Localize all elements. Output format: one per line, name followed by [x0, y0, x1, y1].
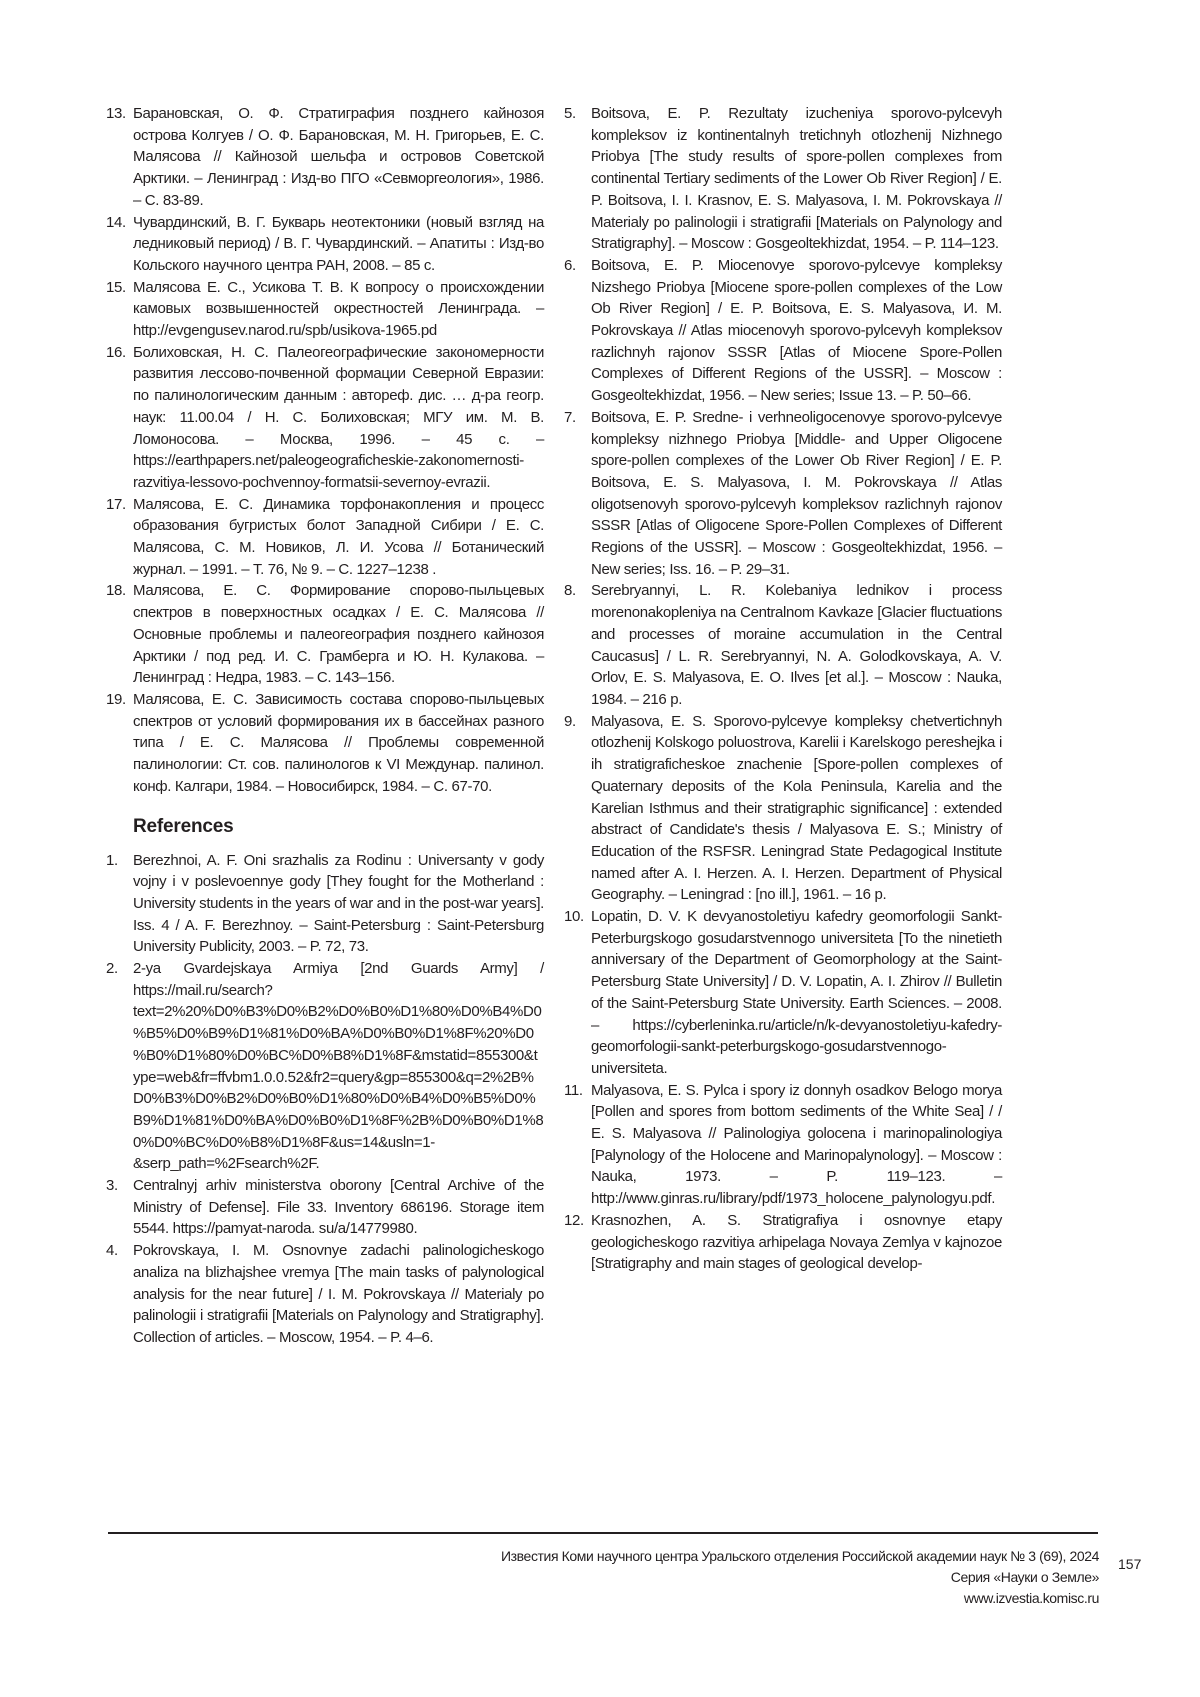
reference-item: [106, 342, 544, 494]
left-column: [106, 103, 544, 1349]
reference-number: 14.: [106, 212, 133, 277]
reference-item: [106, 212, 544, 277]
reference-number: 2.: [106, 958, 133, 1175]
reference-text: Lopatin, D. V. K devyanostoletiyu kafedry geomorfologii Sankt-Peterburgskogo gosudarstvennogo universiteta [To the ninetieth anniversary of the Department of Geomorphology at the Saint- Petersburg State University] / D. V. Lopatin, A. I. Zhirov // Bulletin of the Saint-Petersburg State University. Earth Sciences. – 2008. – https://cyberleninka.ru/article/n/k-devyanostoletiyu-kafedry-geomorfologii-sankt-peterburgskogo-gosudarstvennogo-universiteta.: [591, 906, 1002, 1080]
reference-item: [564, 1080, 1002, 1210]
page-number: 157: [1118, 1556, 1141, 1572]
reference-item: [564, 407, 1002, 581]
reference-number: 10.: [564, 906, 591, 1080]
reference-text: Berezhnoi, A. F. Oni srazhalis za Rodinu : Universanty v gody vojny i v poslevoennye gody [They fought for the Motherland : University students in the years of war and in the post-war years]. Iss. 4 / A. F. Berezhnoy. – Saint-Petersburg : Saint-Petersburg University Publicity, 2003. – P. 72, 73.: [133, 850, 544, 959]
reference-number: 18.: [106, 580, 133, 689]
references-heading: References: [133, 816, 544, 838]
references-list-right: [564, 103, 1002, 1275]
reference-item: [106, 689, 544, 798]
reference-text: Malyasova, E. S. Sporovo-pylcevye kompleksy chetvertichnyh otlozhenij Kolskogo poluostrova, Karelii i Karelskogo pereshejka i ih stratigraficheskoe znachenie [Spore-pollen complexes of Quaternary deposits of the Kola Peninsula, Karelia and the Karelian Isthmus and their stratigraphic significance] : extended abstract of Candidate's thesis / Malyasova E. S.; Ministry of Education of the RSFSR. Leningrad State Pedagogical Institute named after A. I. Herzen. A. I. Herzen. Department of Physical Geography. – Leningrad : [no ill.], 1961. – 16 p.: [591, 711, 1002, 906]
reference-text: Чувардинский, В. Г. Букварь неотектоники (новый взгляд на ледниковый период) / В. Г. Чувардинский. – Апатиты : Изд-во Кольского научного центра РАН, 2008. – 85 с.: [133, 212, 544, 277]
journal-series: Серия «Науки о Земле»: [501, 1567, 1099, 1588]
reference-item: [106, 850, 544, 959]
reference-text: 2-ya Gvardejskaya Armiya [2nd Guards Army] / https://mail.ru/search?text=2%20%D0%B3%D0%B2%D0%B0%D1%80%D0%B4%D0%B5%D0%B9%D1%81%D0%BA%D0%B0%D1%8F%20%D0%B0%D1%80%D0%BC%D0%B8%D1%8F&mstatid=855300&type=web&fr=ffvbm1.0.0.52&fr2=query&gp=855300&q=2%2B%D0%B3%D0%B2%D0%B0%D1%80%D0%B4%D0%B5%D0%B9%D1%81%D0%BA%D0%B0%D1%8F%2B%D0%B0%D1%80%D0%BC%D0%B8%D1%8F&us=14&usln=1-&serp_path=%2Fsearch%2F.: [133, 958, 544, 1175]
reference-item: [106, 1240, 544, 1349]
reference-item: [106, 958, 544, 1175]
reference-number: 8.: [564, 580, 591, 710]
references-list-left: [106, 850, 544, 1349]
reference-text: Boitsova, E. P. Rezultaty izucheniya sporovo-pylcevyh kompleksov iz kontinentalnyh tretichnyh otlozhenij Nizhnego Priobya [The study results of spore-pollen complexes from continental Tertiary sediments of the Lower Ob River Region] / E. P. Boitsova, I. I. Krasnov, E. S. Malyasova, I. M. Pokrovskaya // Materialy po palinologii i stratigrafii [Materials on Palynology and Stratigraphy]. – Moscow : Gosgeoltekhizdat, 1954. – P. 114–123.: [591, 103, 1002, 255]
reference-number: 19.: [106, 689, 133, 798]
reference-number: 3.: [106, 1175, 133, 1240]
reference-number: 5.: [564, 103, 591, 255]
reference-text: Boitsova, E. P. Miocenovye sporovo-pylcevye kompleksy Nizshego Priobya [Miocene spore-pollen complexes of the Low Ob River Region] / E. P. Boitsova, E. S. Malyasova, И. M. Pokrovskaya // Atlas miocenovyh sporovo-pylcevyh kompleksov razlichnyh rajonov SSSR [Atlas of Miocene Spore-Pollen Complexes of Different Regions of the USSR]. – Moscow : Gosgeoltekhizdat, 1956. – New series; Issue 13. – P. 50–66.: [591, 255, 1002, 407]
reference-text: Krasnozhen, A. S. Stratigrafiya i osnovnye etapy geologicheskogo razvitiya arhipelaga Novaya Zemlya v kajnozoe [Stratigraphy and main stages of geological develop-: [591, 1210, 1002, 1275]
reference-item: [106, 103, 544, 212]
reference-text: Малясова, Е. С. Формирование спорово-пыльцевых спектров в поверхностных осадках / Е. С. Малясова // Основные проблемы и палеогеография позднего кайнозоя Арктики / под ред. И. С. Грамберга и Ю. Н. Кулакова. – Ленинград : Недра, 1983. – С. 143–156.: [133, 580, 544, 689]
reference-number: 4.: [106, 1240, 133, 1349]
reference-text: Centralnyj arhiv ministerstva oborony [Central Archive of the Ministry of Defense]. File 33. Inventory 686196. Storage item 5544. https://pamyat-naroda. su/a/14779980.: [133, 1175, 544, 1240]
reference-item: [106, 580, 544, 689]
reference-text: Малясова, Е. С. Динамика торфонакопления и процесс образования бугристых болот Западной Сибири / Е. С. Малясова, С. М. Новиков, Л. И. Усова // Ботанический журнал. – 1991. – Т. 76, № 9. – С. 1227–1238 .: [133, 494, 544, 581]
reference-number: 15.: [106, 277, 133, 342]
right-column: [564, 103, 1002, 1275]
reference-number: 13.: [106, 103, 133, 212]
reference-text: Serebryannyi, L. R. Kolebaniya lednikov i process morenonakopleniya na Centralnom Kavkaze [Glacier fluctuations and processes of moraine accumulation in the Central Caucasus] / L. R. Serebryannyi, N. A. Golodkovskaya, A. V. Orlov, E. S. Malyasova, E. O. Ilves [et al.]. – Moscow : Nauka, 1984. – 216 p.: [591, 580, 1002, 710]
reference-text: Болиховская, Н. С. Палеогеографические закономерности развития лессово-почвенной формации Северной Евразии: по палинологическим данным : автореф. дис. … д-ра геогр. наук: 11.00.04 / Н. С. Болиховская; МГУ им. М. В. Ломоносова. – Москва, 1996. – 45 с. – https://earthpapers.net/paleogeograficheskie-zakonomernosti-razvitiya-lessovo-pochvennoy-formatsii-severnoy-evrazii.: [133, 342, 544, 494]
reference-item: [564, 711, 1002, 906]
journal-footer: [501, 1546, 1099, 1609]
journal-website: www.izvestia.komisc.ru: [501, 1588, 1099, 1609]
reference-text: Малясова Е. С., Усикова Т. В. К вопросу о происхождении камовых возвышенностей окрестностей Ленинграда. – http://evgengusev.narod.ru/spb/usikova-1965.pd: [133, 277, 544, 342]
reference-item: [564, 580, 1002, 710]
reference-item: [564, 103, 1002, 255]
reference-item: [564, 906, 1002, 1080]
reference-number: 12.: [564, 1210, 591, 1275]
reference-number: 17.: [106, 494, 133, 581]
reference-item: [564, 255, 1002, 407]
reference-item: [106, 277, 544, 342]
reference-text: Барановская, О. Ф. Стратиграфия позднего кайнозоя острова Колгуев / О. Ф. Барановская, М. Н. Григорьев, Е. С. Малясова // Кайнозой шельфа и островов Советской Арктики. – Ленинград : Изд-во ПГО «Севморгеология», 1986. – С. 83-89.: [133, 103, 544, 212]
reference-item: [564, 1210, 1002, 1275]
reference-number: 9.: [564, 711, 591, 906]
reference-text: Boitsova, E. P. Sredne- i verhneoligocenovye sporovo-pylcevye kompleksy nizhnego Priobya [Middle- and Upper Oligocene spore-pollen complexes of the Lower Ob River Region] / E. P. Boitsova, E. S. Malyasova, I. M. Pokrovskaya // Atlas oligotsenovyh sporovo-pylcevyh kompleksov razlichnyh rajonov SSSR [Atlas of Oligocene Spore-Pollen Complexes of Different Regions of the USSR]. – Moscow : Gosgeoltekhizdat, 1956. – New series; Iss. 16. – P. 29–31.: [591, 407, 1002, 581]
reference-text: Малясова, Е. С. Зависимость состава спорово-пыльцевых спектров от условий формирования их в бассейнах разного типа / Е. С. Малясова // Проблемы современной палинологии: Ст. сов. палинологов к VI Междунар. палинол. конф. Калгари, 1984. – Новосибирск, 1984. – С. 67-70.: [133, 689, 544, 798]
russian-reference-list: [106, 103, 544, 798]
journal-title: Известия Коми научного центра Уральского отделения Российской академии наук № 3 (69), 2024: [501, 1546, 1099, 1567]
reference-number: 16.: [106, 342, 133, 494]
reference-number: 7.: [564, 407, 591, 581]
reference-number: 6.: [564, 255, 591, 407]
reference-item: [106, 1175, 544, 1240]
reference-item: [106, 494, 544, 581]
footer-divider: [108, 1532, 1098, 1534]
reference-number: 11.: [564, 1080, 591, 1210]
reference-number: 1.: [106, 850, 133, 959]
reference-text: Pokrovskaya, I. M. Osnovnye zadachi palinologicheskogo analiza na blizhajshee vremya [The main tasks of palynological analysis for the near future] / I. M. Pokrovskaya // Materialy po palinologii i stratigrafii [Materials on Palynology and Stratigraphy]. Collection of articles. – Moscow, 1954. – P. 4–6.: [133, 1240, 544, 1349]
reference-text: Malyasova, E. S. Pylca i spory iz donnyh osadkov Belogo morya [Pollen and spores from bottom sediments of the White Sea] / / E. S. Malyasova // Palinologiya golocena i marinopalinologiya [Palynology of the Holocene and Marinopalynology]. – Moscow : Nauka, 1973. – P. 119–123. – http://www.ginras.ru/library/pdf/1973_holocene_palynologyu.pdf.: [591, 1080, 1002, 1210]
